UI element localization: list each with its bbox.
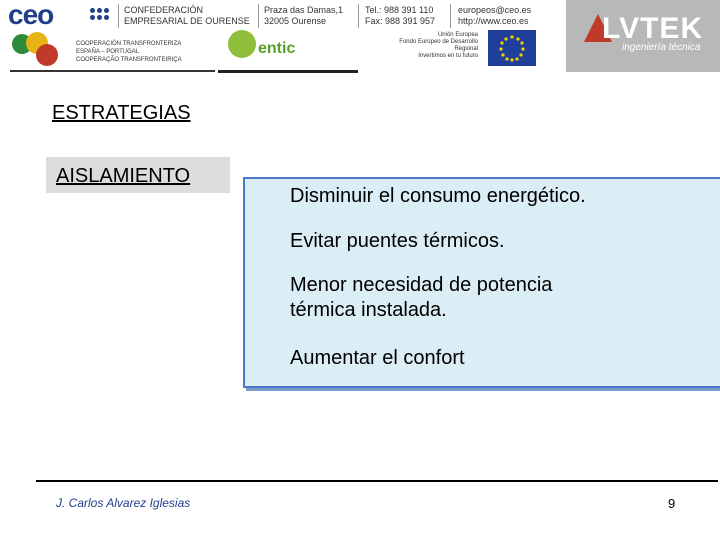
bullet-item: Evitar puentes térmicos. — [290, 230, 505, 252]
header-divider — [450, 4, 451, 28]
header-banner — [0, 0, 720, 72]
section-title: ESTRATEGIAS — [52, 102, 191, 124]
header-divider — [118, 4, 119, 28]
eu-text: Unión Europea Fondo Europeo de Desarrollo Regional Invertimos en tu futuro — [399, 32, 478, 59]
header-divider — [358, 4, 359, 28]
coop-text: COOPERACIÓN TRANSFRONTERIZA ESPAÑA – PORTUGAL COOPERAÇÃO TRANSFRONTEIRIÇA — [76, 41, 182, 63]
ceo-logo: ceo — [8, 0, 54, 30]
page-number: 9 — [668, 496, 676, 511]
contact-web: europeos@ceo.es http://www.ceo.es — [458, 5, 532, 26]
bullet-item: Aumentar el confort — [290, 347, 465, 369]
entic-logo: entic — [258, 40, 296, 57]
bullet-box — [243, 177, 720, 388]
footer-divider — [36, 480, 718, 482]
org-name: CONFEDERACIÓN EMPRESARIAL DE OURENSE — [124, 5, 250, 26]
author-name: J. Carlos Alvarez Iglesias — [56, 496, 191, 510]
address: Praza das Damas,1 32005 Ourense — [264, 5, 344, 26]
alvtek-logo: LVTEK ingeniería técnica — [566, 0, 720, 72]
phone-fax: Tel.: 988 391 110 Fax: 988 391 957 — [365, 5, 436, 26]
bullet-item: térmica instalada. — [290, 299, 447, 321]
entic-logo-icon — [228, 30, 256, 58]
bullet-item: Menor necesidad de potencia — [290, 274, 553, 296]
header-divider — [258, 4, 259, 28]
eu-flag-icon — [488, 30, 536, 66]
subsection-label-box — [46, 157, 230, 193]
entic-underline — [218, 70, 358, 73]
ceo-dots-icon — [90, 6, 112, 26]
coop-logo-icon — [36, 44, 58, 66]
bullet-item: Disminuir el consumo energético. — [290, 185, 586, 207]
subsection-label: AISLAMIENTO — [56, 165, 191, 187]
coop-underline — [10, 70, 215, 72]
